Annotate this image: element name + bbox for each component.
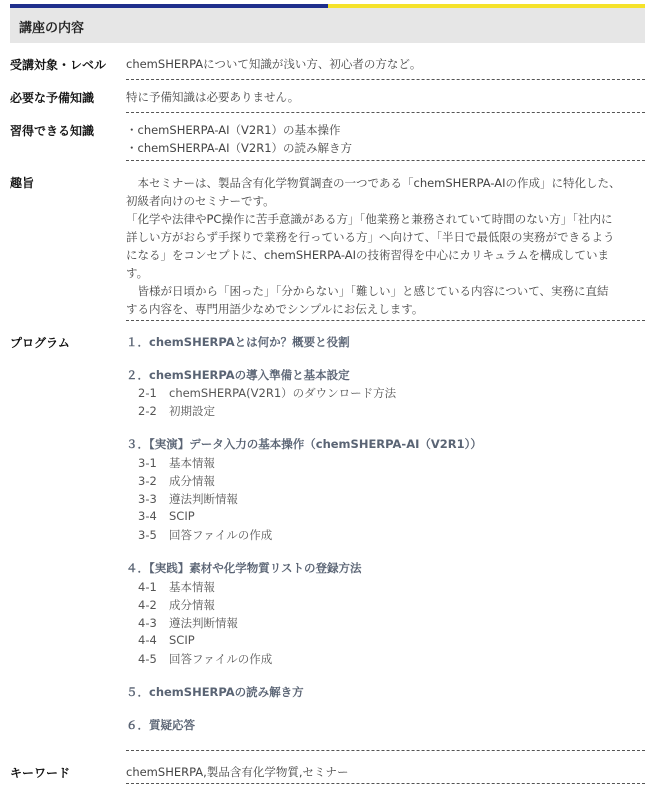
program-item-number: 3-5 xyxy=(138,528,157,542)
purpose-line: 詳しい方がおらず手探りで業務を行っている方」へ向けて、「半日で最低限の実務ができるよう xyxy=(126,230,615,244)
program-item xyxy=(138,527,272,543)
purpose-paragraph xyxy=(126,174,639,210)
program-item-number: 4-4 xyxy=(138,633,157,647)
purpose-paragraph xyxy=(126,210,639,282)
label-prerequisites: 必要な予備知識 xyxy=(10,91,95,105)
program-item xyxy=(138,403,215,419)
program-item-text: 基本情報 xyxy=(169,580,215,594)
program-item xyxy=(138,455,215,471)
program-item-number: 3-4 xyxy=(138,509,157,523)
program-item-number: 3-3 xyxy=(138,492,157,506)
divider xyxy=(126,160,645,161)
program-heading: ３．【実演】データ入力の基本操作（chemSHERPA-AI（V2R1）） xyxy=(126,437,482,451)
purpose-line: する内容を、専門用語少なめでシンプルにお伝えします。 xyxy=(126,302,424,316)
purpose-line: 初級者向けのセミナーです。 xyxy=(126,194,275,208)
purpose-line: になる」をコンセプトに、chemSHERPA-AIの技術習得を中心にカリキュラムを構成していま xyxy=(126,248,609,262)
program-item-text: 遵法判断情報 xyxy=(169,492,238,506)
label-purpose: 趣旨 xyxy=(10,176,35,190)
program-item-number: 3-2 xyxy=(138,474,157,488)
program-heading: ６．質疑応答 xyxy=(126,718,195,732)
program-item-number: 2-1 xyxy=(138,386,157,400)
divider xyxy=(126,750,645,751)
program-item-number: 4-3 xyxy=(138,616,157,630)
program-item-text: SCIP xyxy=(169,633,195,647)
keywords-text: chemSHERPA,製品含有化学物質,セミナー xyxy=(126,765,349,779)
section-header xyxy=(10,8,645,43)
program-item-number: 4-2 xyxy=(138,598,157,612)
purpose-paragraph xyxy=(126,282,639,318)
program-item xyxy=(138,597,215,613)
program-item xyxy=(138,385,396,401)
program-item xyxy=(138,473,215,489)
program-item-text: 初期設定 xyxy=(169,404,215,418)
program-item-number: 2-2 xyxy=(138,404,157,418)
skills-item: ・chemSHERPA-AI（V2R1）の読み解き方 xyxy=(126,141,353,155)
program-item-number: 3-1 xyxy=(138,456,157,470)
program-item-number: 4-5 xyxy=(138,652,157,666)
prerequisites-text: 特に予備知識は必要ありません。 xyxy=(126,90,300,104)
label-keywords: キーワード xyxy=(10,766,71,780)
program-item-text: SCIP xyxy=(169,509,195,523)
program-item xyxy=(138,491,238,507)
label-skills: 習得できる知識 xyxy=(10,124,95,138)
purpose-line: す。 xyxy=(126,266,149,280)
label-program: プログラム xyxy=(10,336,70,350)
program-item-text: 基本情報 xyxy=(169,456,215,470)
program-heading: １．chemSHERPAとは何か？概要と役割 xyxy=(126,335,350,349)
skills-item: ・chemSHERPA-AI（V2R1）の基本操作 xyxy=(126,123,341,137)
program-item-text: 遵法判断情報 xyxy=(169,616,238,630)
purpose-line: 皆様が日頃から「困った」「分からない」「難しい」と感じている内容について、実務に直結 xyxy=(126,284,609,298)
program-item xyxy=(138,651,272,667)
program-heading: ２．chemSHERPAの導入準備と基本設定 xyxy=(126,368,350,382)
program-item-text: chemSHERPA(V2R1）のダウンロード方法 xyxy=(169,386,397,400)
purpose-line: 本セミナーは、製品含有化学物質調査の一つである「chemSHERPA-AIの作成」に特化した、 xyxy=(126,176,621,190)
divider xyxy=(126,79,645,80)
target-level-text: chemSHERPAについて知識が浅い方、初心者の方など。 xyxy=(126,57,422,71)
divider xyxy=(126,112,645,113)
program-item-text: 成分情報 xyxy=(169,474,215,488)
divider xyxy=(126,320,645,321)
program-heading: ４．【実践】素材や化学物質リストの登録方法 xyxy=(126,561,362,575)
program-item-text: 成分情報 xyxy=(169,598,215,612)
divider xyxy=(126,783,645,784)
purpose-line: 「化学や法律やPC操作に苦手意識がある方」「他業務と兼務されていて時間のない方」「社内に xyxy=(126,212,613,226)
program-item-number: 4-1 xyxy=(138,580,157,594)
program-item xyxy=(138,615,238,631)
section-title: 講座の内容 xyxy=(19,21,85,36)
program-item xyxy=(138,579,215,595)
label-target-level: 受講対象・レベル xyxy=(10,58,107,72)
program-item xyxy=(138,509,195,523)
program-item xyxy=(138,633,195,647)
program-item-text: 回答ファイルの作成 xyxy=(169,652,273,666)
program-item-text: 回答ファイルの作成 xyxy=(169,528,273,542)
program-heading: ５．chemSHERPAの読み解き方 xyxy=(126,685,304,699)
